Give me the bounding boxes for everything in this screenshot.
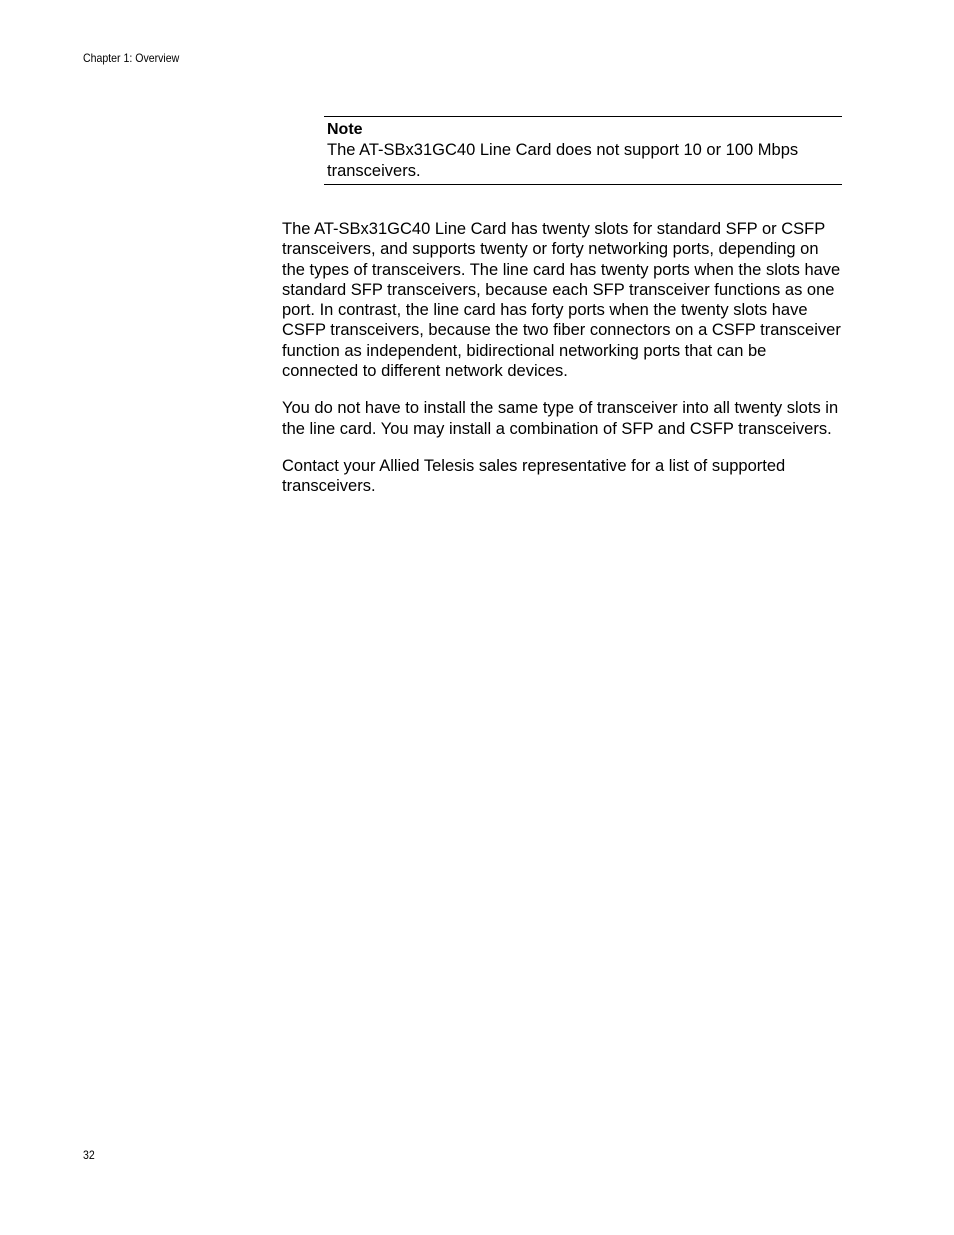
note-text: The AT-SBx31GC40 Line Card does not support 10 or 100 Mbps transceivers. [327,141,799,180]
running-header: Chapter 1: Overview [83,51,180,65]
page-number: 32 [83,1148,95,1162]
paragraph-slots: The AT-SBx31GC40 Line Card has twenty slots for standard SFP or CSFP transceivers, and supports twenty or forty networking ports, depending on the types of transceivers. The line card has twenty ports when the slots have standard SFP transceivers, because each SFP transceiver functions as one port. In contrast, the line card has forty ports when the twenty slots have CSFP transceivers, because the two fiber connectors on a CSFP transceiver function as independent, bidirectional networking ports that can be connected to different network devices. [282,220,841,381]
paragraph-combination: You do not have to install the same type of transceiver into all twenty slots in the line card. You may install a combination of SFP and CSFP transceivers. [282,399,839,438]
body-text [282,219,844,514]
note-box [324,116,842,185]
paragraph-contact: Contact your Allied Telesis sales representative for a list of supported transceivers. [282,456,786,496]
note-title: Note [327,121,363,138]
